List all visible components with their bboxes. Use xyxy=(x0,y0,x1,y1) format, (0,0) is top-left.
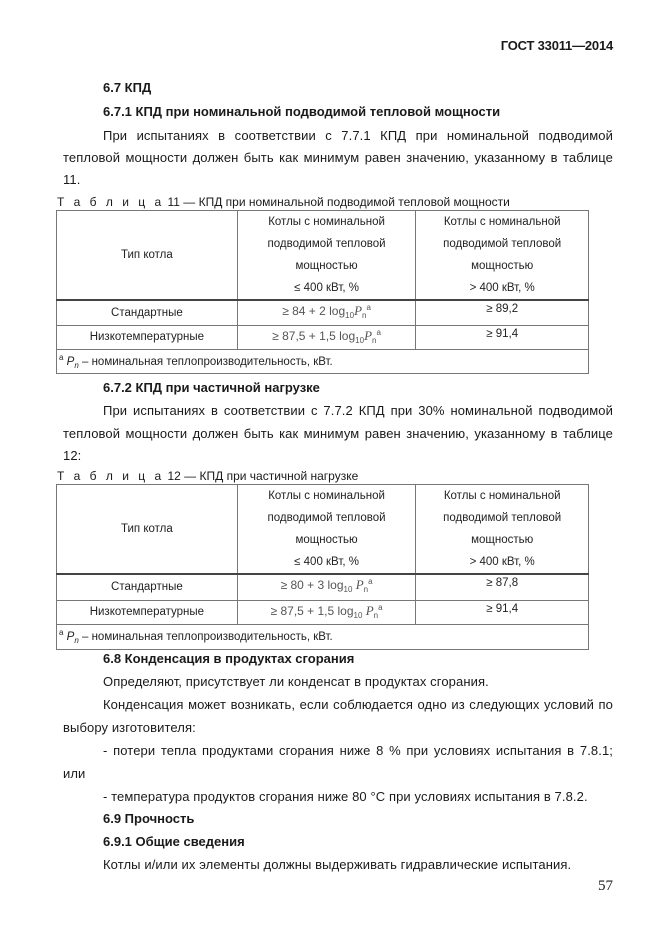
header-line: мощностью xyxy=(471,260,534,272)
value-cell: ≥ 91,4 xyxy=(416,600,589,624)
section-title-6-9: 6.9 Прочность xyxy=(103,811,195,826)
list-item-1-line2: или xyxy=(63,766,86,781)
footnote-text: – номинальная теплопроизводительность, кВт. xyxy=(78,631,333,643)
page-number: 57 xyxy=(598,878,613,894)
table-12-header-gt400 xyxy=(416,485,589,575)
table-12-caption xyxy=(57,469,358,483)
formula-cell xyxy=(237,300,416,325)
paragraph-6-8-1: Определяют, присутствует ли конденсат в продуктах сгорания. xyxy=(103,674,489,689)
table-11-header-gt400 xyxy=(416,211,589,301)
section-title-6-8: 6.8 Конденсация в продуктах сгорания xyxy=(103,651,355,666)
table-row xyxy=(57,325,589,349)
footnote-mark: a xyxy=(366,303,371,312)
header-line: подводимой тепловой xyxy=(443,512,562,524)
formula-text: ≥ 87,5 + 1,5 log xyxy=(272,328,356,343)
formula-cell xyxy=(237,325,416,349)
table-12-caption-prefix: Т а б л и ц а xyxy=(57,469,165,483)
paragraph-6-8-2-line1: Конденсация может возникать, если соблюдается одно из следующих условий по xyxy=(103,697,613,712)
formula-variable: P xyxy=(352,577,364,592)
section-title-6-7-1: 6.7.1 КПД при номинальной подводимой тепловой мощности xyxy=(103,104,501,119)
formula-subscript: 10 xyxy=(353,610,363,620)
paragraph-6-9-1: Котлы и/или их элементы должны выдерживать гидравлические испытания. xyxy=(103,857,572,872)
formula-variable-subscript: n xyxy=(373,610,379,620)
formula-text: ≥ 80 + 3 log xyxy=(280,578,344,592)
table-footnote-row xyxy=(57,349,589,373)
header-line: > 400 кВт, % xyxy=(469,282,535,294)
paragraph-6-7-2-line2: тепловой мощности должен быть как минимум равен значению, указанному в таблице xyxy=(63,426,613,441)
header-line: подводимой тепловой xyxy=(443,238,562,250)
boiler-type-cell: Низкотемпературные xyxy=(57,325,238,349)
table-11-caption-prefix: Т а б л и ц а xyxy=(57,195,165,209)
paragraph-6-7-1-line1: При испытаниях в соответствии с 7.7.1 КПД при номинальной подводимой xyxy=(103,128,613,143)
header-line: мощностью xyxy=(471,534,534,546)
table-12 xyxy=(56,484,589,650)
list-item-2: - температура продуктов сгорания ниже 80 °С при условиях испытания в 7.8.2. xyxy=(103,789,588,804)
table-12-header-type: Тип котла xyxy=(57,485,238,575)
table-11-caption-text: 11 — КПД при номинальной подводимой тепловой мощности xyxy=(164,195,510,209)
header-line: ≤ 400 кВт, % xyxy=(294,556,359,568)
table-12-footnote xyxy=(57,624,589,649)
formula-variable-subscript: n xyxy=(363,585,369,594)
paragraph-6-8-2-line2: выбору изготовителя: xyxy=(63,720,196,735)
value-cell: ≥ 89,2 xyxy=(416,300,589,325)
value-cell: ≥ 91,4 xyxy=(416,325,589,349)
formula-text: ≥ 84 + 2 log xyxy=(282,304,346,318)
header-line: Котлы с номинальной xyxy=(268,216,385,228)
section-title-6-7: 6.7 КПД xyxy=(103,80,152,95)
table-11-caption xyxy=(57,195,510,209)
footnote-mark: a xyxy=(59,628,64,637)
table-row xyxy=(57,574,589,600)
paragraph-6-7-1-line2: тепловой мощности должен быть как минимум равен значению, указанному в таблице xyxy=(63,150,613,165)
boiler-type-cell: Стандартные xyxy=(57,300,238,325)
section-title-6-7-2: 6.7.2 КПД при частичной нагрузке xyxy=(103,380,320,395)
paragraph-6-7-2-line3: 12: xyxy=(63,448,82,463)
table-12-header-row xyxy=(57,485,589,575)
footnote-mark: a xyxy=(376,327,381,337)
list-item-1-line1: - потери тепла продуктами сгорания ниже 8 % при условиях испытания в 7.8.1; xyxy=(103,743,613,758)
header-line: мощностью xyxy=(295,260,358,272)
footnote-variable-subscript: n xyxy=(74,636,79,645)
formula-variable-subscript: n xyxy=(372,335,377,345)
footnote-variable: P xyxy=(66,355,75,368)
table-11-header-row xyxy=(57,211,589,301)
header-line: > 400 кВт, % xyxy=(469,556,535,568)
formula-subscript: 10 xyxy=(345,311,355,320)
header-line: ≤ 400 кВт, % xyxy=(294,282,359,294)
footnote-mark: a xyxy=(59,352,64,362)
footnote-text: – номинальная теплопроизводительность, кВт. xyxy=(78,355,333,368)
formula-cell xyxy=(237,574,416,600)
header-line: Котлы с номинальной xyxy=(268,490,385,502)
header-line: Котлы с номинальной xyxy=(443,490,561,502)
value-cell: ≥ 87,8 xyxy=(416,574,589,600)
formula-subscript: 10 xyxy=(355,335,365,345)
boiler-type-cell: Стандартные xyxy=(57,574,238,600)
paragraph-6-7-1-line3: 11. xyxy=(63,172,81,187)
footnote-variable: P xyxy=(66,631,75,643)
table-11-header-type: Тип котла xyxy=(57,211,238,301)
header-line: подводимой тепловой xyxy=(267,238,386,250)
formula-variable: P xyxy=(364,327,373,343)
table-11-footnote xyxy=(57,349,589,373)
header-line: Котлы с номинальной xyxy=(443,216,561,228)
formula-variable: P xyxy=(354,303,363,318)
paragraph-6-7-2-line1: При испытаниях в соответствии с 7.7.2 КПД при 30% номинальной подводимой xyxy=(103,403,613,418)
footnote-variable-subscript: n xyxy=(74,360,79,370)
table-12-header-le400 xyxy=(237,485,416,575)
footnote-mark: a xyxy=(368,577,373,586)
table-footnote-row xyxy=(57,624,589,649)
formula-text: ≥ 87,5 + 1,5 log xyxy=(270,603,354,618)
table-11 xyxy=(56,210,589,374)
formula-subscript: 10 xyxy=(343,585,353,594)
table-12-caption-text: 12 — КПД при частичной нагрузке xyxy=(164,469,359,483)
formula-variable-subscript: n xyxy=(362,311,367,320)
formula-cell xyxy=(237,600,416,624)
boiler-type-cell: Низкотемпературные xyxy=(57,600,238,624)
table-row xyxy=(57,600,589,624)
header-line: подводимой тепловой xyxy=(267,512,386,524)
section-title-6-9-1: 6.9.1 Общие сведения xyxy=(103,834,245,849)
table-11-header-le400 xyxy=(237,211,416,301)
table-row xyxy=(57,300,589,325)
header-line: мощностью xyxy=(295,534,358,546)
document-id: ГОСТ 33011—2014 xyxy=(500,38,613,53)
footnote-mark: a xyxy=(378,602,383,612)
formula-variable: P xyxy=(362,602,374,618)
